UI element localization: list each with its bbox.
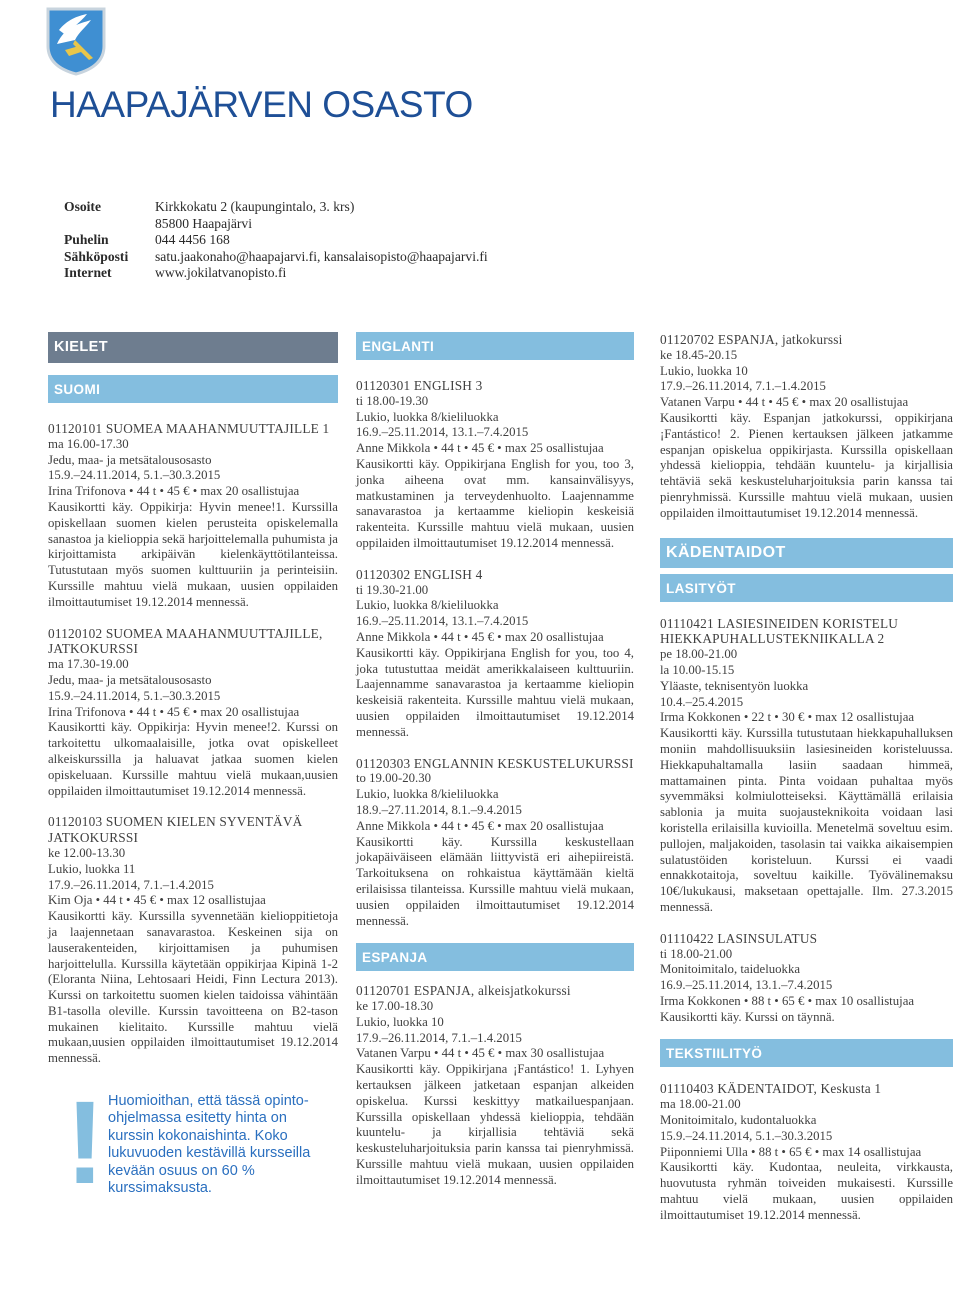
course-title: 01120701 ESPANJA, alkeisjatkokurssi	[356, 983, 571, 999]
course-suomi-2	[48, 626, 338, 800]
contact-label	[64, 216, 155, 233]
course-description: Kausikortti käy. Oppikirja: Hyvin menee!1. Kurssilla opiskellaan suomen kielen perusteita opiskelemalla sanastoa ja kielioppia sekä harjoittelemalla puhumista ja kirjoittamista arkipäivän kielenkäyttötilanteissa. Tutustutaan myös suomen kulttuuriin ja perinteisiin. Kurssille mahtuu vielä mukaan, uusien oppilaiden ilmoittautumiset 19.12.2014 mennessä.	[48, 499, 338, 609]
course-dates: 17.9.–26.11.2014, 7.1.–1.4.2015	[356, 1030, 522, 1045]
contact-value: 85800 Haapajärvi	[155, 215, 253, 231]
course-place: Lukio, luokka 10	[660, 363, 748, 378]
course-lasi-2	[660, 931, 953, 1026]
course-time: ke 12.00-13.30	[48, 845, 126, 860]
course-description: Kausikortti käy. Oppikirja: Hyvin menee!2. Kurssi on tarkoitettu ulkomaalaisille, jotka ovat opiskelleet alkeiskurssilla ja haluavat jatkaa suomen kielen opiskeluaan. Kurssille mahtuu vielä mukaan,uusien oppilaiden ilmoittautumiset 19.12.2014 mennessä.	[48, 720, 338, 798]
course-teacher: Vatanen Varpu • 44 t • 45 € • max 30 osallistujaa	[356, 1046, 605, 1061]
course-place: Jedu, maa- ja metsätalousosasto	[48, 672, 212, 687]
contact-row-postal	[64, 216, 488, 233]
course-teacher: Anne Mikkola • 44 t • 45 € • max 20 osallistujaa	[356, 629, 604, 644]
course-title: 01110421 LASIESINEIDEN KORISTELU HIEKKAPUHALLUSTEKNIIKALLA 2	[660, 615, 899, 647]
section-header-suomi: SUOMI	[48, 375, 338, 403]
course-teacher: Irina Trifonova • 44 t • 45 € • max 20 osallistujaa	[48, 704, 300, 719]
contact-value: www.jokilatvanopisto.fi	[155, 265, 287, 280]
course-title: 01120302 ENGLISH 4	[356, 566, 483, 582]
course-time: ke 17.00-18.30	[356, 999, 434, 1014]
course-dates: 10.4.–25.4.2015	[660, 694, 744, 709]
price-notice	[62, 1077, 333, 1209]
section-header-espanja: ESPANJA	[356, 943, 634, 971]
course-time: ma 16.00-17.30	[48, 436, 129, 451]
course-title: 01110403 KÄDENTAIDOT, Keskusta 1	[660, 1081, 882, 1097]
course-place: Monitoimitalo, kudontaluokka	[660, 1113, 817, 1128]
section-header-kielet: KIELET	[48, 332, 338, 363]
course-title: 01120101 SUOMEA MAAHANMUUTTAJILLE 1	[48, 421, 330, 436]
course-place: Lukio, luokka 8/kieliluokka	[356, 598, 499, 613]
course-place: Yläaste, teknisentyön luokka	[660, 678, 809, 693]
course-title: 01120102 SUOMEA MAAHANMUUTTAJILLE, JATKOKURSSI	[48, 625, 323, 657]
contact-row-email	[64, 249, 488, 266]
exclamation-icon: !	[65, 1077, 105, 1209]
course-description: Kausikortti käy. Kurssilla syvennetään kielioppitietoja ja laajennetaan sanavarastoa. Keskeinen sija on lauserakenteiden, kirjoittamisen ja puhumisen harjoittelulla. Kurssilla käytetään oppikirjaa Kipinä 1-2 (Eloranta Niina, Lehtosaari Heidi, Finn Lectura 2013). Kurssi on tarkoitettu suomen kielen taidoissa vähintään B1-tasolla oleville. Kurssin tavoitteena on B2-tason mukainen kielitaito. Kurssille mahtuu vielä mukaan,uusien oppilaiden ilmoittautumiset 19.12.2014 mennessä.	[48, 909, 338, 1066]
course-place: Lukio, luokka 11	[48, 861, 136, 876]
course-espanja-2	[660, 332, 953, 522]
contact-label: Internet	[64, 265, 112, 280]
contact-row-phone	[64, 232, 488, 249]
course-description: Kausikortti käy. Oppikirjana English for you, too 3, jonka aiheena ovat mm. kansainvälisyys, matkustaminen ja terveydenhuolto. Laajennamme sanavarastoa ja kertaamme kieliopin keskeisiä rakenteita. Kurssille mahtuu vielä mukaan, uusien oppilaiden ilmoittautumiset 19.12.2014 mennessä.	[356, 456, 634, 550]
course-english-4	[356, 567, 634, 741]
column-left	[48, 332, 338, 1067]
course-dates: 16.9.–25.11.2014, 13.1.–7.4.2015	[356, 614, 529, 629]
course-espanja-1	[356, 983, 634, 1188]
course-time: ke 18.45-20.15	[660, 347, 738, 362]
course-teacher: Anne Mikkola • 44 t • 45 € • max 25 osallistujaa	[356, 441, 604, 456]
course-time: ma 17.30-19.00	[48, 657, 129, 672]
course-place: Lukio, luokka 8/kieliluokka	[356, 409, 499, 424]
course-english-conversation	[356, 756, 634, 930]
contact-value: 044 4456 168	[155, 232, 230, 247]
course-description: Kausikortti käy. Espanjan jatkokurssi, oppikirjana ¡Fantástico! 2. Pienen kertauksen jälkeen jatkamme espanjan opiskelua oppikirjasta. Kurssilla opiskellaan yhdessä kielioppia, tehdään kuuntelu- ja kirjallisia tehtäviä sekä keskusteluharjoituksia parin kanssa tai pienryhmissä. Kurssille mahtuu vielä mukaan, uusien oppilaiden ilmoittautumiset 19.12.2014 mennessä.	[660, 410, 953, 520]
course-teacher: Irma Kokkonen • 22 t • 30 € • max 12 osallistujaa	[660, 710, 915, 725]
course-dates: 17.9.–26.11.2014, 7.1.–1.4.2015	[660, 379, 826, 394]
course-title: 01120303 ENGLANNIN KESKUSTELUKURSSI	[356, 755, 634, 771]
contact-label: Puhelin	[64, 232, 109, 247]
course-dates: 16.9.–25.11.2014, 13.1.–7.4.2015	[660, 978, 833, 993]
course-suomi-3	[48, 814, 338, 1067]
course-time-2: la 10.00-15.15	[660, 662, 735, 677]
course-teacher: Kim Oja • 44 t • 45 € • max 12 osallistujaa	[48, 893, 266, 908]
section-header-tekstiilityo: TEKSTIILITYÖ	[660, 1039, 953, 1067]
contact-label: Sähköposti	[64, 248, 129, 264]
course-teacher: Irma Kokkonen • 88 t • 65 € • max 10 osallistujaa	[660, 993, 915, 1008]
course-teacher: Anne Mikkola • 44 t • 45 € • max 20 osallistujaa	[356, 818, 604, 833]
contact-row-internet	[64, 265, 488, 282]
column-right	[660, 332, 953, 1224]
course-dates: 17.9.–26.11.2014, 7.1.–1.4.2015	[48, 877, 214, 892]
section-header-kadentaidot: KÄDENTAIDOT	[660, 538, 953, 568]
course-description: Kausikortti käy. Kurssilla tutustutaan hiekkapuhalluksen moniin mahdollisuuksiin lasiesineiden koristeluussa. Hiekkapuhaltamalla lasiin saadaan himmeä, mattamainen pinta. Pinta voidaan puhaltaa myös syvemmäksi kolmiulotteiseksi. Käyttämällä erilaisia sablonia ja muita suojausteknikoita voidaan lasi koristella erilaisilla kuvioilla. Menetelmä soveltuu esim. pullojen, maljakoiden, tasolasin tai vaikka aikaisempien sulatustöiden koristeluun. Kurssi ei vaadi ennakkotaitoja, soveltuu kaikille. Työvälinemaksu 10€/lukukausi, maksetaan opettajalle. Ilm. 27.3.2015 mennessä.	[660, 726, 953, 914]
course-dates: 15.9.–24.11.2014, 5.1.–30.3.2015	[48, 688, 221, 703]
contact-value: Kirkkokatu 2 (kaupungintalo, 3. krs)	[155, 199, 355, 214]
contact-row-address	[64, 199, 488, 216]
contact-info	[64, 199, 488, 282]
contact-label: Osoite	[64, 199, 101, 214]
course-description: Kausikortti käy. Oppikirjana ¡Fantástico! 1. Lyhyen kertauksen jälkeen jatketaan espanjan alkeiden opiskelua. Kurssi keskittyy matkailuespanjaan. Kurssilla opiskellaan yhdessä kielioppia, tehdään kuuntelu- ja kirjallisia tehtäviä sekä keskusteluharjoituksia parin kanssa tai pienryhmissä. Kurssille mahtuu vielä mukaan, uusien oppilaiden ilmoittautumiset 19.12.2014 mennessä.	[356, 1062, 634, 1187]
course-time: ti 18.00-21.00	[660, 946, 733, 961]
course-teacher: Vatanen Varpu • 44 t • 45 € • max 20 osallistujaa	[660, 395, 909, 410]
course-place: Jedu, maa- ja metsätalousosasto	[48, 452, 212, 467]
course-title: 01120301 ENGLISH 3	[356, 378, 483, 393]
course-tekstiili-1	[660, 1081, 953, 1223]
course-place: Lukio, luokka 10	[356, 1014, 444, 1029]
course-lasi-1	[660, 616, 953, 916]
course-dates: 15.9.–24.11.2014, 5.1.–30.3.2015	[48, 468, 221, 483]
course-title: 01120702 ESPANJA, jatkokurssi	[660, 332, 843, 347]
column-middle	[356, 332, 634, 1189]
course-teacher: Piiponniemi Ulla • 88 t • 65 € • max 14 osallistujaa	[660, 1144, 922, 1159]
course-title: 01120103 SUOMEN KIELEN SYVENTÄVÄ JATKOKURSSI	[48, 814, 303, 846]
section-header-lasityot: LASITYÖT	[660, 574, 953, 602]
course-description: Kausikortti käy. Oppikirjana English for you, too 4, joka tutustuttaa meidät amerikkalaiseen kulttuuriin. Laajennamme sanavarastoa ja kertaamme kieliopin keskeisiä rakenteita. Kurssille mahtuu vielä mukaan, uusien oppilaiden ilmoittautumiset 19.12.2014 mennessä.	[356, 645, 634, 739]
contact-value: satu.jaakonaho@haapajarvi.fi, kansalaisopisto@haapajarvi.fi	[155, 248, 488, 264]
course-suomi-1	[48, 421, 338, 611]
course-description: Kausikortti käy. Kurssi on täynnä.	[660, 1009, 835, 1024]
page-title: HAAPAJÄRVEN OSASTO	[50, 84, 473, 125]
course-dates: 15.9.–24.11.2014, 5.1.–30.3.2015	[660, 1128, 833, 1143]
course-english-3	[356, 378, 634, 552]
course-dates: 16.9.–25.11.2014, 13.1.–7.4.2015	[356, 425, 529, 440]
course-time: ma 18.00-21.00	[660, 1097, 741, 1112]
course-time: ti 18.00-19.30	[356, 393, 429, 408]
course-dates: 18.9.–27.11.2014, 8.1.–9.4.2015	[356, 802, 522, 817]
notice-text: Huomioithan, että tässä opinto-ohjelmassa esitetty hinta on kurssin kokonaishinta. Koko lukuvuoden kestävillä kursseilla kevään osuus on 60 % kurssimaksusta.	[108, 1093, 311, 1197]
section-header-englanti: ENGLANTI	[356, 332, 634, 360]
course-title: 01110422 LASINSULATUS	[660, 930, 818, 946]
course-time: to 19.00-20.30	[356, 771, 432, 786]
course-place: Lukio, luokka 8/kieliluokka	[356, 787, 499, 802]
course-teacher: Irina Trifonova • 44 t • 45 € • max 20 osallistujaa	[48, 484, 300, 499]
course-description: Kausikortti käy. Kudontaa, neuleita, virkkausta, huovutusta ryhmän toiveiden mukaisesti. Kurssille mahtuu vielä mukaan, uusien oppilaiden ilmoittautumiset 19.12.2014 mennessä.	[660, 1160, 953, 1222]
course-place: Monitoimitalo, taideluokka	[660, 962, 801, 977]
course-time: pe 18.00-21.00	[660, 647, 738, 662]
haapajarvi-coat-of-arms-icon	[45, 6, 107, 76]
course-time: ti 19.30-21.00	[356, 582, 429, 597]
course-description: Kausikortti käy. Kurssilla keskustellaan jokapäiväiseen elämään liittyvistä eri aihepiireistä. Tarkoituksena on rohkaistua käyttämään kieltä erilaisissa tilanteissa. Kurssille mahtuu vielä mukaan, uusien oppilaiden ilmoittautumiset 19.12.2014 mennessä.	[356, 834, 634, 928]
